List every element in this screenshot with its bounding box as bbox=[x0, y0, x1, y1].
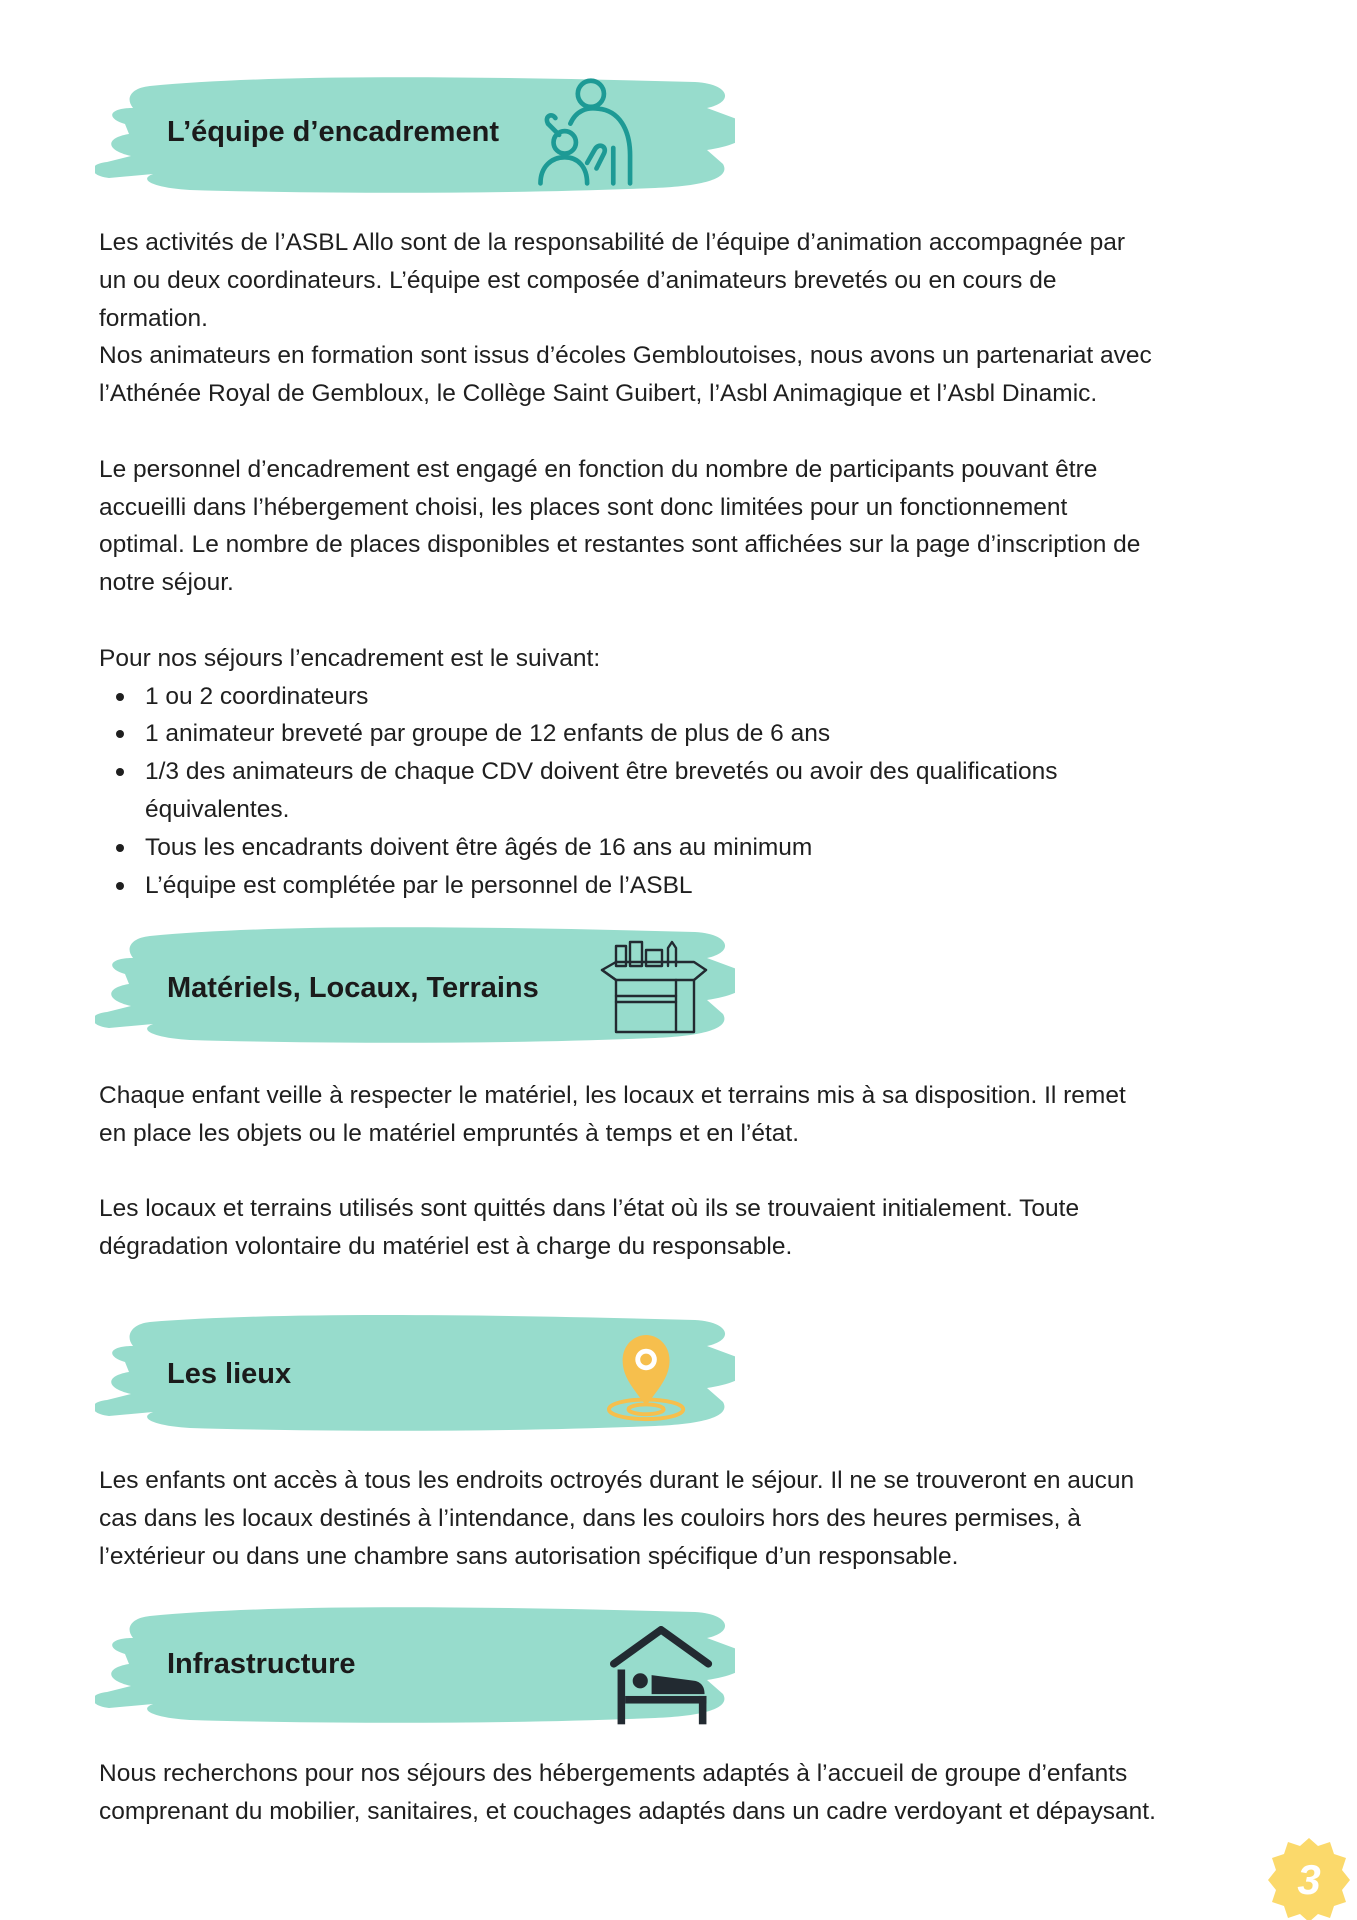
section-banner-team bbox=[95, 68, 735, 198]
section-banner-infrastructure bbox=[95, 1600, 735, 1730]
list-item bbox=[99, 753, 1289, 829]
list-item: 1 animateur breveté par groupe de 12 enfants de plus de 6 ans bbox=[99, 715, 1289, 753]
paragraph-line: dégradation volontaire du matériel est à charge du responsable. bbox=[99, 1233, 793, 1261]
team-text bbox=[99, 224, 1289, 904]
list-item: Tous les encadrants doivent être âgés de 16 ans au minimum bbox=[99, 829, 1289, 867]
bed-shelter-icon bbox=[607, 1626, 717, 1730]
paragraph-line: formation. bbox=[99, 304, 208, 332]
list-item-continuation: équivalentes. bbox=[145, 795, 290, 823]
section-banner-places bbox=[95, 1308, 735, 1438]
paragraph-line: Chaque enfant veille à respecter le matériel, les locaux et terrains mis à sa disposition. Il remet bbox=[99, 1082, 1126, 1109]
adult-child-icon bbox=[533, 74, 645, 192]
paragraph-line: Nos animateurs en formation sont issus d’écoles Gembloutoises, nous avons un partenariat avec bbox=[99, 342, 1152, 370]
paragraph-line: optimal. Le nombre de places disponibles et restantes sont affichées sur la page d’inscription de bbox=[99, 531, 1141, 559]
paragraph-line: un ou deux coordinateurs. L’équipe est composée d’animateurs brevetés ou en cours de bbox=[99, 266, 1057, 294]
materials-text bbox=[99, 1077, 1289, 1266]
list-item-text: 1/3 des animateurs de chaque CDV doivent être brevetés ou avoir des qualifications bbox=[145, 758, 1058, 786]
paragraph-line: l’Athénée Royal de Gembloux, le Collège Saint Guibert, l’Asbl Animagique et l’Asbl Dinamic. bbox=[99, 380, 1098, 408]
page-number: 3 bbox=[1297, 1856, 1321, 1903]
section-banner-materials bbox=[95, 920, 735, 1050]
section-title: Infrastructure bbox=[167, 1648, 356, 1680]
list-item: L’équipe est complétée par le personnel de l’ASBL bbox=[99, 867, 1289, 905]
section-title: Matériels, Locaux, Terrains bbox=[167, 972, 539, 1004]
paragraph-line: Les activités de l’ASBL Allo sont de la responsabilité de l’équipe d’animation accompagnée par bbox=[99, 229, 1126, 256]
paragraph-line: l’extérieur ou dans une chambre sans autorisation spécifique d’un responsable. bbox=[99, 1542, 959, 1570]
paragraph-line: Le personnel d’encadrement est engagé en fonction du nombre de participants pouvant être bbox=[99, 455, 1098, 483]
section-title: Les lieux bbox=[167, 1358, 292, 1390]
paragraph-line: Nous recherchons pour nos séjours des hébergements adaptés à l’accueil de groupe d’enfants bbox=[99, 1760, 1128, 1787]
paragraph-line: cas dans les locaux destinés à l’intendance, dans les couloirs hors des heures permises, à bbox=[99, 1504, 1081, 1532]
paragraph-line: notre séjour. bbox=[99, 569, 234, 597]
bullet-list bbox=[99, 678, 1289, 905]
location-pin-icon bbox=[605, 1330, 693, 1430]
page-number-badge bbox=[1266, 1834, 1352, 1920]
paragraph-line: Les locaux et terrains utilisés sont quittés dans l’état où ils se trouvaient initialement. Toute bbox=[99, 1195, 1080, 1223]
paragraph-line: Les enfants ont accès à tous les endroits octroyés durant le séjour. Il ne se trouveront en aucun bbox=[99, 1467, 1135, 1494]
infrastructure-text bbox=[99, 1755, 1289, 1831]
places-text bbox=[99, 1462, 1289, 1575]
section-title: L’équipe d’encadrement bbox=[167, 116, 499, 148]
list-item: 1 ou 2 coordinateurs bbox=[99, 678, 1289, 716]
paragraph-line: en place les objets ou le matériel empruntés à temps et en l’état. bbox=[99, 1119, 799, 1147]
list-intro: Pour nos séjours l’encadrement est le suivant: bbox=[99, 644, 601, 672]
paragraph-line: accueilli dans l’hébergement choisi, les places sont donc limitées pour un fonctionnement bbox=[99, 493, 1068, 521]
supply-box-icon bbox=[597, 940, 709, 1040]
paragraph-line: comprenant du mobilier, sanitaires, et couchages adaptés dans un cadre verdoyant et dépaysant. bbox=[99, 1797, 1156, 1825]
